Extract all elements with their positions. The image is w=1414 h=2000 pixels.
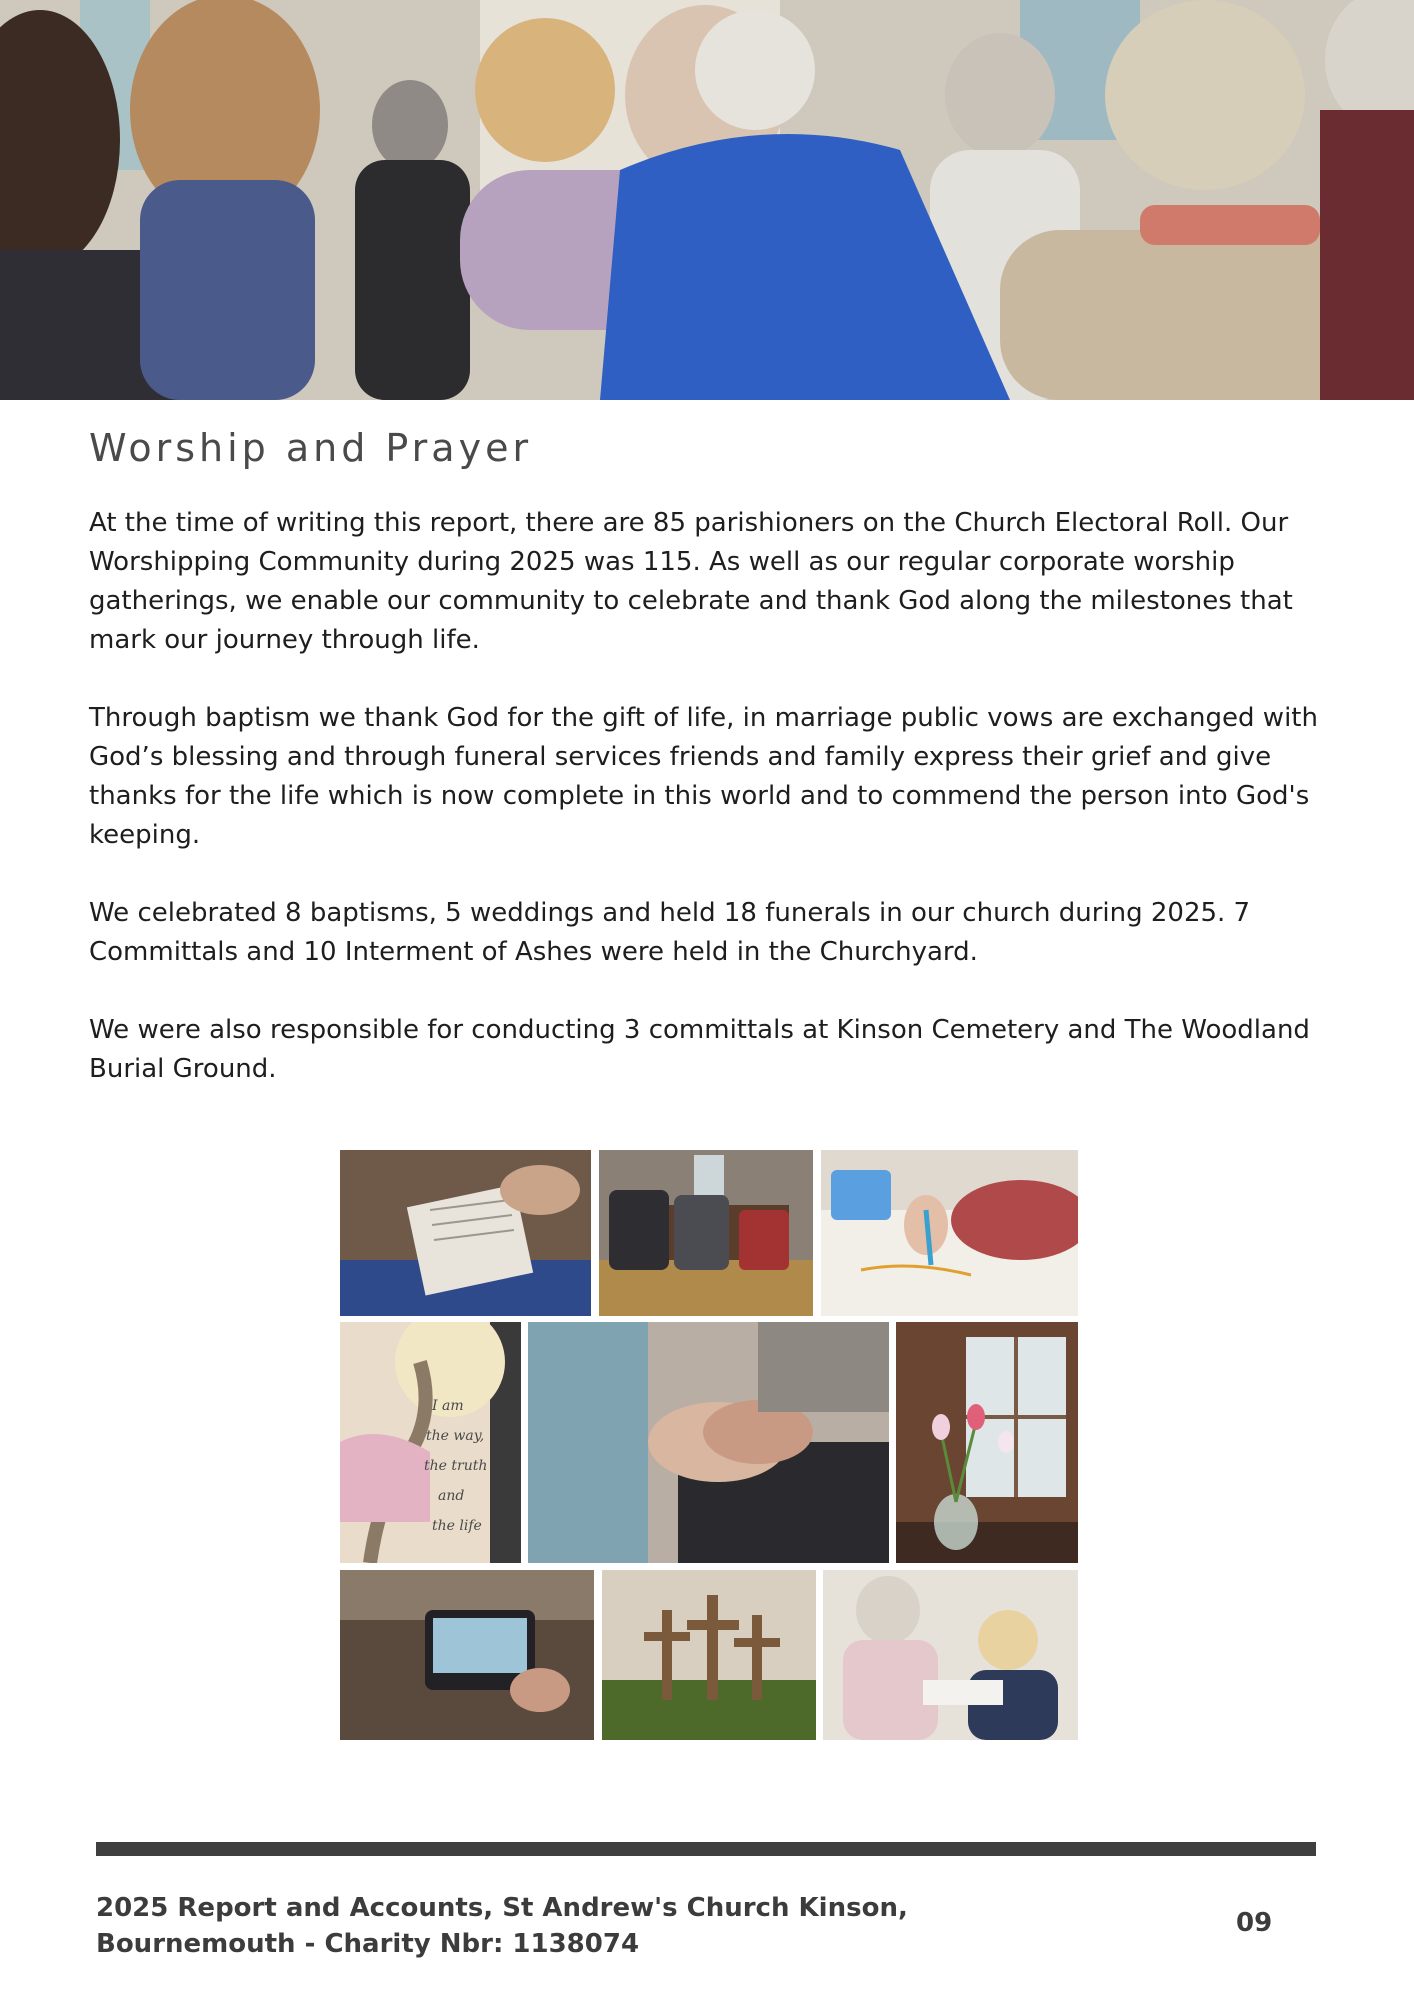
paragraph-electoral-roll: At the time of writing this report, there are 85 parishioners on the Church Electoral Roll. Our Worshipping Community during 2025 was 115. As well as our regular corporate worship gatherings, we enable our community to celebrate and thank God along the milestones that mark our journey through life. (89, 508, 1293, 655)
photo-tulips-window (896, 1322, 1078, 1563)
banner-line-3: the truth (424, 1458, 488, 1474)
paragraph-services-count: We celebrated 8 baptisms, 5 weddings and held 18 funerals in our church during 2025. 7 Committals and 10 Interment of Ashes were held in the Churchyard. (89, 898, 1251, 967)
congregation-illustration (0, 0, 1414, 400)
banner-line-1: I am (432, 1398, 464, 1414)
photo-holding-hands (528, 1322, 889, 1563)
paragraph-committals: We were also responsible for conducting 3 committals at Kinson Cemetery and The Woodland Burial Ground. (89, 1015, 1310, 1084)
photo-collage (340, 1150, 1078, 1740)
photo-bible-reading (340, 1150, 591, 1316)
footer-line-1: 2025 Report and Accounts, St Andrew's Church Kinson, (96, 1893, 908, 1923)
footer-divider (96, 1842, 1316, 1856)
footer-line-2: Bournemouth - Charity Nbr: 1138074 (96, 1929, 640, 1959)
banner-line-2: the way, (426, 1428, 485, 1444)
photo-tablet-reader (340, 1570, 594, 1740)
banner-line-4: and (438, 1488, 465, 1504)
photo-church-pushchairs (599, 1150, 813, 1316)
footer-report-info (96, 1890, 996, 1962)
paragraph-life-milestones: Through baptism we thank God for the gift of life, in marriage public vows are exchanged with God’s blessing and through funeral services friends and family express their grief and give thanks for the life which is now complete in this world and to commend the person into God's keeping. (89, 703, 1318, 850)
page-number: 09 (1236, 1908, 1273, 1938)
photo-quilted-banner (340, 1322, 521, 1563)
photo-easter-crosses (602, 1570, 816, 1740)
banner-line-5: the life (432, 1518, 482, 1534)
section-title: Worship and Prayer (89, 426, 533, 470)
body-text (89, 504, 1339, 1128)
photo-child-drawing (821, 1150, 1078, 1316)
photo-grandmother-child (823, 1570, 1078, 1740)
hero-photo-congregation (0, 0, 1414, 400)
